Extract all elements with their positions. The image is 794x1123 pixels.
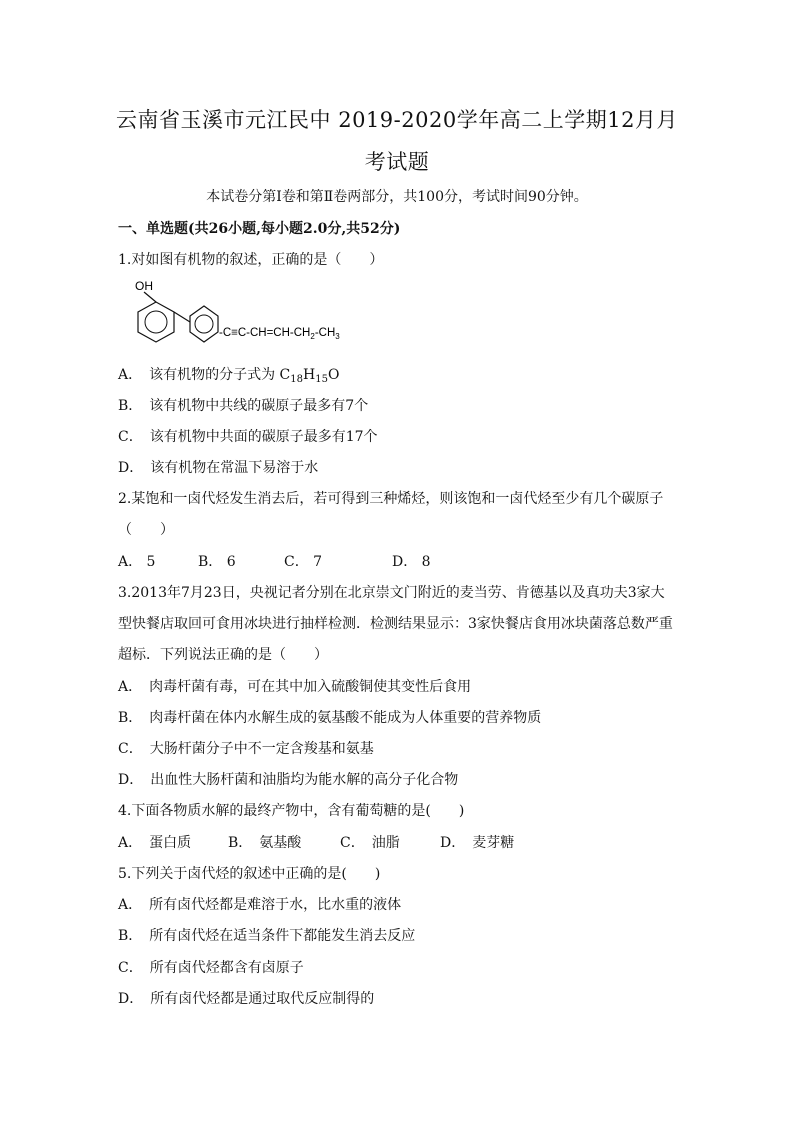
phenyl-ring (190, 306, 218, 342)
question-4-option-b: B． 氨基酸 (228, 835, 302, 851)
question-2-option-a: A． 5 (118, 554, 156, 570)
oh-bond (144, 292, 156, 302)
question-4-option-a: A． 蛋白质 (118, 835, 192, 851)
question-3-stem-line-2: 型快餐店取回可食用冰块进行抽样检测．检测结果显示：3家快餐店食用冰块菌落总数严重 (118, 616, 673, 632)
question-4-option-d: D． 麦芽糖 (440, 835, 515, 851)
question-3-stem-line-3: 超标．下列说法正确的是（ ） (118, 647, 328, 663)
phenol-ring (138, 302, 174, 342)
question-2-option-d: D． 8 (392, 554, 431, 570)
question-2-stem-line-1: 2.某饱和一卤代烃发生消去后，若可得到三种烯烃，则该饱和一卤代烃至少有几个碳原子 (118, 491, 664, 507)
ring-bond (174, 312, 190, 322)
question-4-stem: 4.下面各物质水解的最终产物中，含有葡萄糖的是( ) (118, 803, 465, 819)
question-3-option-a: A． 肉毒杆菌有毒，可在其中加入硫酸铜使其变性后食用 (118, 679, 472, 695)
phenyl-ring-inner (195, 315, 213, 333)
question-3-stem-line-1: 3.2013年7月23日，央视记者分别在北京崇文门附近的麦当劳、肯德基以及真功夫3家大 (118, 585, 665, 601)
exam-title-line-1: 云南省玉溪市元江民中 2019-2020学年高二上学期12月月 (116, 108, 678, 132)
question-5-option-d: D． 所有卤代烃都是通过取代反应制得的 (118, 991, 375, 1007)
question-1-option-c: C． 该有机物中共面的碳原子最多有17个 (118, 429, 378, 445)
question-1-option-a: A． 该有机物的分子式为 $C_{18}H_{15}O$ (118, 367, 340, 385)
section-heading: 一、单选题(共26小题,每小题2.0分,共52分) (118, 221, 401, 237)
question-3-option-b: B． 肉毒杆菌在体内水解生成的氨基酸不能成为人体重要的营养物质 (118, 710, 542, 726)
phenol-ring-inner (145, 311, 167, 333)
side-chain-label: $-C\equiv C-CH=CH-CH_2-CH_3$ (219, 327, 340, 341)
question-3-option-d: D． 出血性大肠杆菌和油脂均为能水解的高分子化合物 (118, 772, 459, 788)
exam-title-line-2: 考试题 (364, 150, 430, 174)
question-1-stem: 1.对如图有机物的叙述，正确的是（ ） (118, 252, 384, 268)
question-5-stem: 5.下列关于卤代烃的叙述中正确的是( ) (118, 866, 381, 882)
structure-diagram (118, 278, 398, 350)
question-1-option-b: B． 该有机物中共线的碳原子最多有7个 (118, 398, 369, 414)
question-2-option-c: C． 7 (284, 554, 323, 570)
question-1-option-d: D． 该有机物在常温下易溶于水 (118, 460, 319, 476)
question-4-option-c: C． 油脂 (340, 835, 400, 851)
question-5-option-b: B． 所有卤代烃在适当条件下都能发生消去反应 (118, 928, 416, 944)
question-5-option-c: C． 所有卤代烃都含有卤原子 (118, 960, 304, 976)
question-2-option-b: B． 6 (198, 554, 236, 570)
question-5-option-a: A． 所有卤代烃都是难溶于水，比水重的液体 (118, 897, 402, 913)
oh-label: OH (135, 279, 153, 293)
exam-instructions: 本试卷分第Ⅰ卷和第Ⅱ卷两部分，共100分，考试时间90分钟。 (206, 189, 588, 205)
question-3-option-c: C． 大肠杆菌分子中不一定含羧基和氨基 (118, 741, 374, 757)
question-2-stem-line-2: （ ） (118, 522, 174, 538)
